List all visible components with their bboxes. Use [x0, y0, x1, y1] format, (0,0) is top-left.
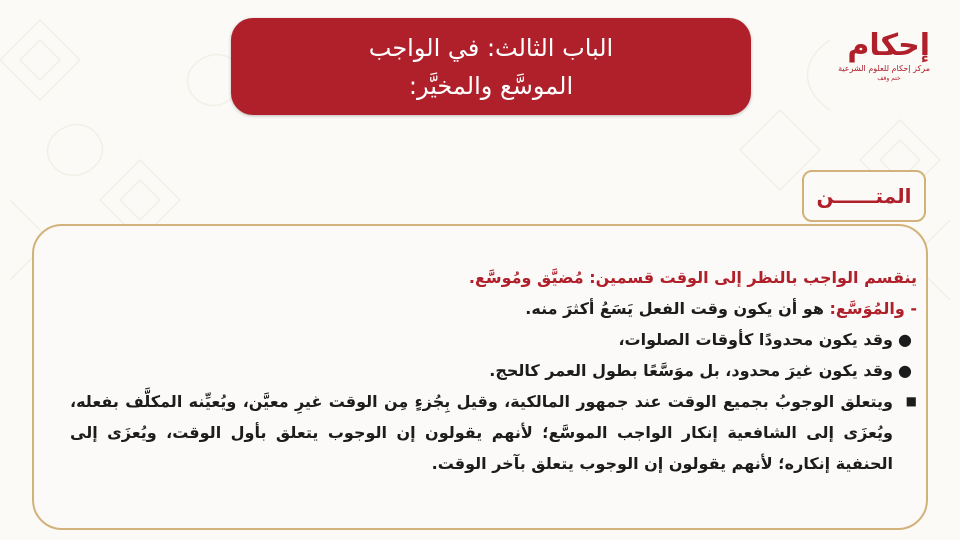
intro-highlight: مُضيَّق ومُوسَّع.: [468, 268, 584, 287]
definition-term: - والمُوَسَّع:: [823, 299, 917, 318]
logo-tagline: ختم وقف: [877, 75, 901, 82]
round-bullet-icon: ●: [898, 361, 912, 380]
brand-logo: [838, 28, 930, 94]
matn-label-text: المتــــــن: [816, 184, 912, 208]
chapter-title-line-1: الباب الثالث: في الواجب: [368, 33, 614, 62]
logo-subtitle: مركز إحكام للعلوم الشرعية: [838, 64, 930, 73]
square-bullet-icon: ■: [905, 394, 917, 408]
definition-line: [70, 293, 917, 324]
round-bullet-icon: ●: [898, 330, 912, 349]
chapter-title-line-2: الموسَّع والمخيَّر:: [408, 71, 574, 100]
bullet-item-1: [70, 324, 917, 355]
bullet-item-2-text: وقد يكون غيرَ محدود، بل موَسَّعًا بطول العمر كالحج.: [489, 361, 893, 380]
matn-text: [70, 262, 917, 479]
paragraph-text: ويتعلق الوجوبُ بجميع الوقت عند جمهور المالكية، وقيل بِجُزءٍ مِن الوقت غيرِ معيَّن، ويُعيِّنه المكلَّف بفعله، ويُعزَى إلى الشافعية إنكار الواجب الموسَّع؛ لأنهم يقولون إن الوجوب يتعلق بأول الوقت، ويُعزَى إلى الحنفية إنكاره؛ لأنهم يقولون إن الوجوب يتعلق بآخر الوقت.: [70, 392, 893, 473]
bullet-item-1-text: وقد يكون محدودًا كأوقات الصلوات،: [618, 330, 893, 349]
logo-wordmark: إحكام: [847, 28, 930, 63]
paragraph-item: [70, 386, 917, 479]
definition-text: هو أن يكون وقت الفعل يَسَعُ أكثرَ منه.: [525, 299, 824, 318]
bullet-item-2: [70, 355, 917, 386]
intro-line: [70, 262, 917, 293]
matn-section-label: [802, 170, 926, 222]
intro-prefix: ينقسم الواجب بالنظر إلى الوقت قسمين:: [583, 268, 917, 287]
chapter-title-banner: [231, 18, 751, 115]
